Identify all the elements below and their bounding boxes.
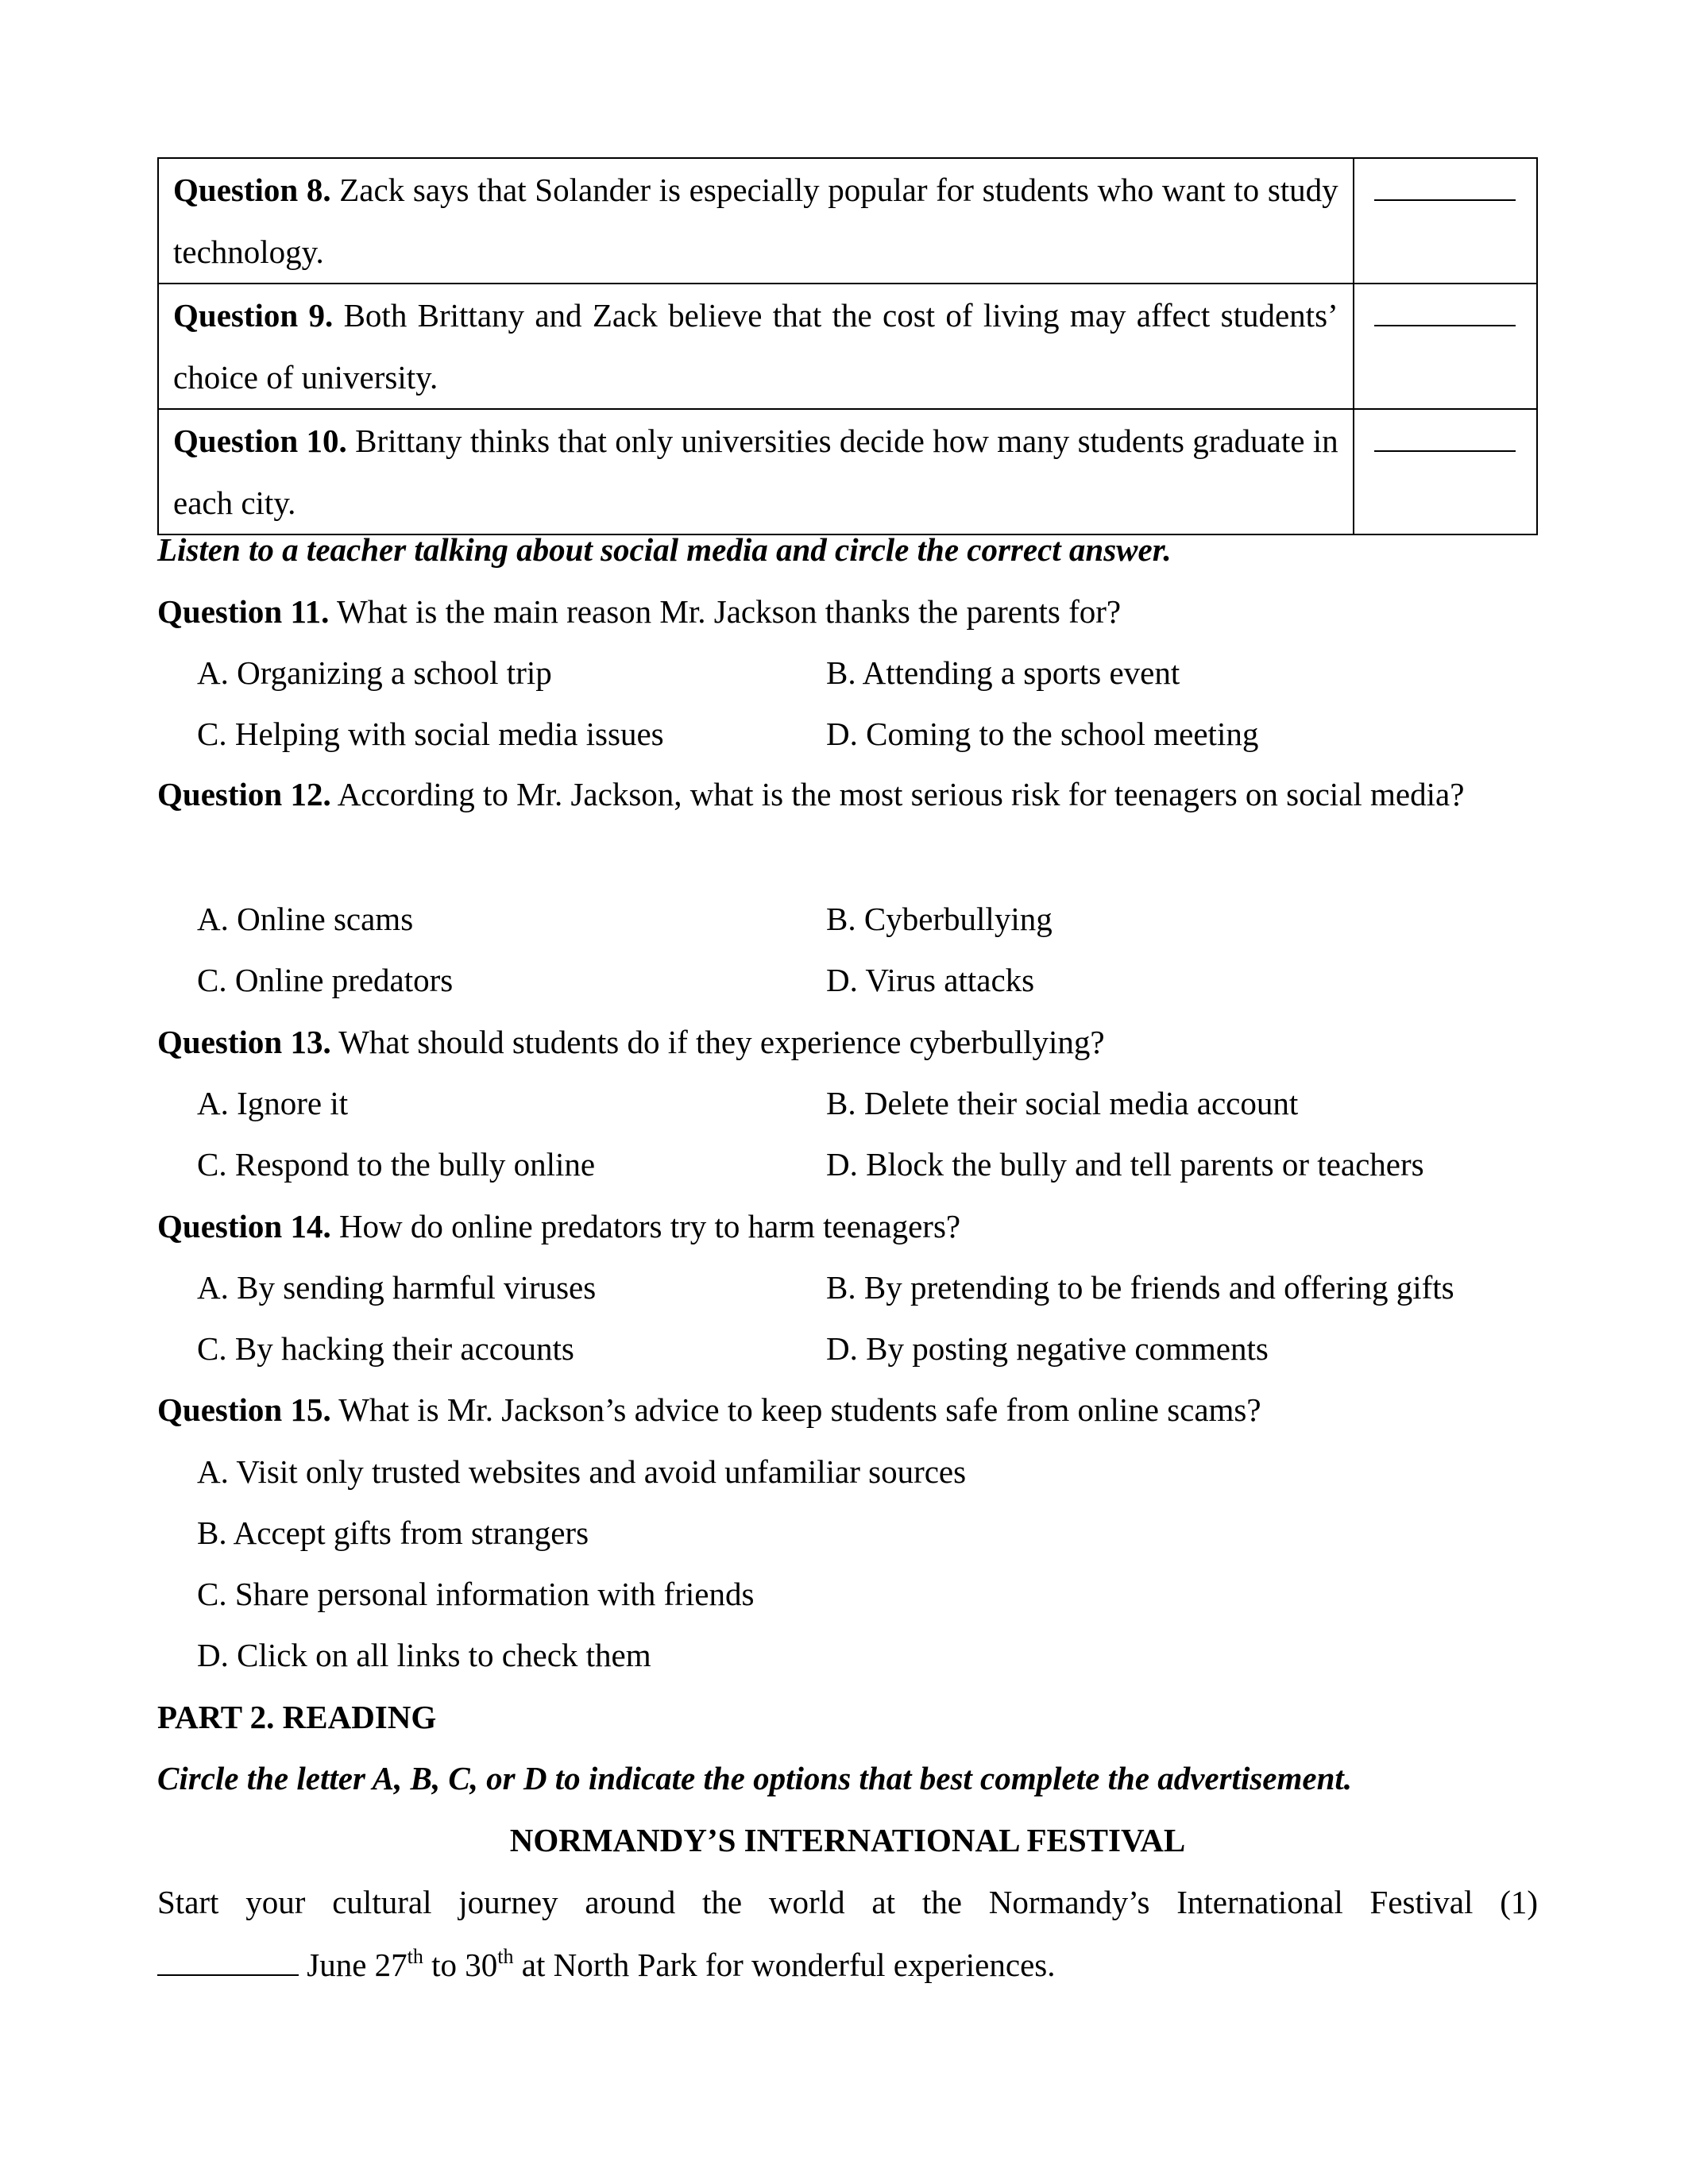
question-text: What should students do if they experience cyberbullying? [330,1024,1105,1060]
option-b[interactable]: B. Accept gifts from strangers [197,1515,589,1551]
question-text: How do online predators try to harm teenagers? [330,1208,961,1244]
question-label: Question 14. [157,1208,331,1244]
question-label: Question 11. [157,593,330,630]
advertisement-line-1: Start your cultural journey around the world at the Normandy’s International Festival (1) [157,1884,1538,1920]
question-label: Question 13. [157,1024,331,1060]
true-false-table [157,157,1538,535]
option-c[interactable]: C. Helping with social media issues [197,716,664,752]
option-b[interactable]: B. Cyberbullying [826,901,1053,937]
option-a[interactable]: A. Online scams [197,901,414,937]
option-b[interactable]: B. By pretending to be friends and offering gifts [826,1269,1454,1306]
option-d[interactable]: D. Click on all links to check them [197,1637,651,1673]
option-d[interactable]: D. Coming to the school meeting [826,716,1259,752]
option-c[interactable]: C. By hacking their accounts [197,1330,574,1367]
question-15 [157,1390,1261,1430]
question-label: Question 9. [173,297,334,334]
ad-text: at North Park for wonderful experiences. [513,1947,1056,1983]
question-text: What is the main reason Mr. Jackson thanks the parents for? [329,593,1122,630]
answer-cell[interactable] [1354,158,1537,284]
ordinal-suffix: th [407,1945,423,1968]
question-label: Question 10. [173,423,347,459]
question-text: What is Mr. Jackson’s advice to keep students safe from online scams? [330,1391,1261,1428]
table-row [158,284,1537,409]
option-b[interactable]: B. Delete their social media account [826,1085,1299,1121]
answer-blank[interactable] [1374,164,1516,201]
ordinal-suffix: th [497,1945,514,1968]
question-cell [158,158,1354,284]
question-label: Question 12. [157,776,331,812]
gap-1-blank[interactable] [157,1943,299,1976]
option-d[interactable]: D. Block the bully and tell parents or teachers [826,1146,1424,1183]
question-12 [157,763,1538,825]
ad-text: June 27 [299,1947,408,1983]
question-label: Question 8. [173,172,331,208]
answer-cell[interactable] [1354,409,1537,534]
option-c[interactable]: C. Respond to the bully online [197,1146,596,1183]
advertisement-title: NORMANDY’S INTERNATIONAL FESTIVAL [509,1822,1186,1858]
question-11 [157,592,1121,631]
question-label: Question 15. [157,1391,331,1428]
question-text: According to Mr. Jackson, what is the most serious risk for teenagers on social media? [330,776,1465,812]
answer-blank[interactable] [1374,415,1516,452]
table-row [158,158,1537,284]
question-text: Zack says that Solander is especially popular for students who want to study technology. [173,172,1338,270]
question-13 [157,1022,1105,1062]
option-a[interactable]: A. Organizing a school trip [197,654,552,691]
option-c[interactable]: C. Online predators [197,962,454,998]
option-a[interactable]: A. By sending harmful viruses [197,1269,597,1306]
listening-instruction: Listen to a teacher talking about social media and circle the correct answer. [157,531,1172,568]
option-c[interactable]: C. Share personal information with friends [197,1576,755,1612]
table-row [158,409,1537,534]
option-b[interactable]: B. Attending a sports event [826,654,1180,691]
ad-text: to 30 [423,1947,498,1983]
advertisement-line-2 [157,1943,1055,1985]
question-cell [158,409,1354,534]
option-d[interactable]: D. Virus attacks [826,962,1035,998]
answer-cell[interactable] [1354,284,1537,409]
option-a[interactable]: A. Visit only trusted websites and avoid unfamiliar sources [197,1453,967,1490]
question-14 [157,1206,960,1246]
option-d[interactable]: D. By posting negative comments [826,1330,1269,1367]
reading-instruction: Circle the letter A, B, C, or D to indicate the options that best complete the advertisement. [157,1760,1353,1796]
answer-blank[interactable] [1374,290,1516,326]
question-text: Brittany thinks that only universities decide how many students graduate in each city. [173,423,1338,521]
question-cell [158,284,1354,409]
part2-heading: PART 2. READING [157,1699,437,1735]
option-a[interactable]: A. Ignore it [197,1085,349,1121]
question-text: Both Brittany and Zack believe that the cost of living may affect students’ choice of university. [173,297,1338,396]
